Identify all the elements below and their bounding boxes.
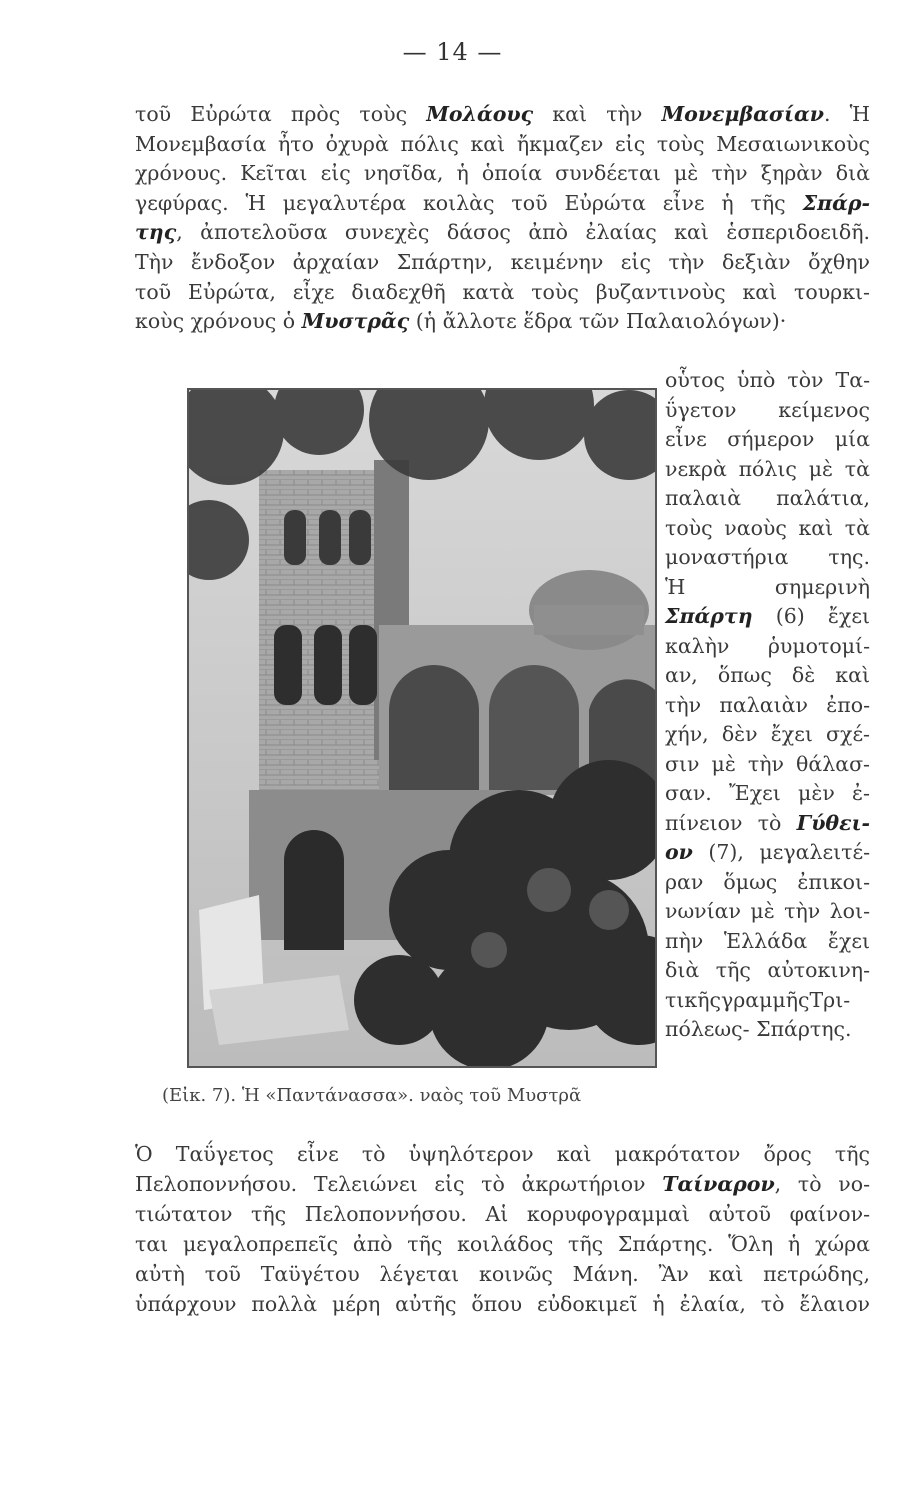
text-line (665, 838, 870, 867)
text-line (665, 927, 870, 956)
text-span: (7), μεγαλειτέ- (692, 840, 870, 864)
text-span: εἶνε σήμερον μία (665, 427, 870, 451)
page-number: — 14 — (402, 38, 503, 66)
text-span: αὐτὴ τοῦ Ταϋγέτου λέγεται κοινῶς Μάνη. Ἂν καὶ πετρώδης, (135, 1262, 870, 1286)
text-span: τοῦ Εὐρώτα πρὸς τοὺς (135, 102, 427, 126)
emphasis-text: ον (665, 840, 693, 864)
text-line (665, 455, 870, 484)
text-span: καὶ τὴν (533, 102, 662, 126)
text-line (135, 1230, 870, 1259)
text-line (665, 809, 870, 838)
text-line (135, 130, 870, 159)
text-span: διὰ τῆς αὐτοκινη- (665, 958, 870, 982)
text-span: νεκρὰ πόλις μὲ τὰ (665, 456, 870, 481)
text-span: πόλεως- Σπάρτης. (665, 1017, 852, 1041)
figure-caption: (Εἰκ. 7). Ἡ «Παντάνασσα». ναὸς τοῦ Μυστρᾶ (162, 1085, 582, 1106)
text-line (665, 956, 870, 985)
text-line (135, 189, 870, 218)
text-span: Πελοποννήσου. Τελειώνει εἰς τὸ ἀκρωτήριον (135, 1172, 663, 1196)
text-span: οὗτος ὑπὸ τὸν Τα- (665, 368, 870, 392)
text-span: σιν μὲ τὴν θάλασ- (665, 751, 870, 776)
text-line (665, 484, 870, 513)
emphasis-text: Γύθει- (796, 810, 870, 835)
text-line (665, 986, 870, 1015)
emphasis-text: της (135, 220, 177, 245)
emphasis-text: Μυστρᾶς (301, 309, 410, 334)
text-span: ὑπάρχουν πολλὰ μέρη αὐτῆς ὅπου εὐδοκιμεῖ ἡ ἐλαία, τὸ ἔλαιον (135, 1292, 870, 1316)
emphasis-text: Μολάους (426, 102, 534, 126)
emphasis-text: Σπάρ- (802, 190, 870, 215)
text-span: τιώτατον τῆς Πελοποννήσου. Αἱ κορυφογραμμαὶ αὐτοῦ φαίνον- (135, 1202, 870, 1226)
text-line (665, 897, 870, 926)
text-span: . Ἡ (823, 102, 870, 126)
text-span: (ἡ ἄλλοτε ἕδρα τῶν Παλαιολόγων)· (409, 309, 787, 334)
text-line (665, 779, 870, 808)
text-line (135, 1140, 870, 1169)
text-line (135, 1260, 870, 1289)
text-span: γεφύρας. Ἡ μεγαλυτέρα κοιλὰς τοῦ Εὐρώτα εἶνε ἡ τῆς (135, 190, 803, 215)
text-span: ται μεγαλοπρεπεῖς ἀπὸ τῆς κοιλάδος τῆς Σπάρτης. Ὅλη ἡ χώρα (135, 1232, 870, 1256)
text-line (665, 868, 870, 897)
text-span: , τὸ νο- (774, 1172, 870, 1196)
text-line (665, 632, 870, 661)
text-span: Μονεμβασία ἦτο ὀχυρὰ πόλις καὶ ἤκμαζεν εἰς τοὺς Μεσαιωνικοὺς (135, 131, 870, 156)
text-span: χήν, δὲν ἔχει σχέ- (665, 722, 870, 746)
text-line (665, 720, 870, 749)
text-line (665, 602, 870, 631)
emphasis-text: Σπάρτη (665, 604, 753, 628)
text-span: , ἀποτελοῦσα συνεχὲς δάσος ἀπὸ ἐλαίας καὶ ἑσπεριδοειδῆ. (176, 220, 870, 245)
text-line (135, 159, 870, 188)
text-span: τικῆςγραμμῆςΤρι- (665, 987, 851, 1012)
text-line (665, 750, 870, 779)
text-line (665, 514, 870, 543)
text-line (135, 1290, 870, 1319)
text-line (665, 366, 870, 395)
text-line (665, 661, 870, 690)
text-line (665, 396, 870, 425)
text-span: ραν ὅμως ἐπικοι- (665, 869, 870, 894)
text-span: τοῦ Εὐρώτα, εἶχε διαδεχθῆ κατὰ τοὺς βυζαντινοὺς καὶ τουρκι- (135, 279, 870, 304)
text-span: Τὴν ἔνδοξον ἀρχαίαν Σπάρτην, κειμένην εἰς τὴν δεξιὰν ὄχθην (135, 250, 870, 274)
text-span: τοὺς ναοὺς καὶ τὰ (665, 515, 870, 540)
text-span: σαν. Ἔχει μὲν ἐ- (665, 781, 870, 805)
text-span: ΰγετον κείμενος (665, 397, 870, 422)
text-line (135, 1200, 870, 1229)
text-line (135, 100, 870, 129)
text-span: νωνίαν μὲ τὴν λοι- (665, 899, 870, 923)
text-line (135, 248, 870, 277)
text-span: Ἡ σημερινὴ (665, 574, 870, 599)
photo-illustration (189, 390, 655, 1066)
text-span: (6) ἔχει (752, 604, 870, 628)
figure-photo-pantanassa (187, 388, 657, 1068)
emphasis-text: Ταίναρον (662, 1172, 775, 1196)
text-line (135, 218, 870, 247)
text-span: μοναστήρια της. (665, 545, 870, 569)
text-line (665, 425, 870, 454)
emphasis-text: Μονεμβασίαν (661, 102, 824, 126)
text-span: Ὁ Ταΰγετος εἶνε τὸ ὑψηλότερον καὶ μακρότατον ὄρος τῆς (135, 1142, 870, 1166)
text-span: αν, ὅπως δὲ καὶ (665, 663, 870, 687)
text-span: κοὺς χρόνους ὁ (135, 309, 302, 334)
text-span: πίνειον τὸ (665, 810, 797, 835)
text-line (665, 573, 870, 602)
text-line (135, 278, 870, 307)
text-line (135, 1170, 870, 1199)
text-span: καλὴν ῥυμοτομί- (665, 633, 870, 658)
text-span: παλαιὰ παλάτια, (665, 486, 870, 510)
text-line (665, 1015, 870, 1044)
text-line (135, 307, 870, 336)
text-line (665, 691, 870, 720)
text-line (665, 543, 870, 572)
text-span: τὴν παλαιὰν ἐπο- (665, 692, 870, 717)
text-span: χρόνους. Κεῖται εἰς νησῖδα, ἡ ὁποία συνδέεται μὲ τὴν ξηρὰν διὰ (135, 161, 870, 186)
text-span: πὴν Ἑλλάδα ἔχει (665, 928, 870, 953)
